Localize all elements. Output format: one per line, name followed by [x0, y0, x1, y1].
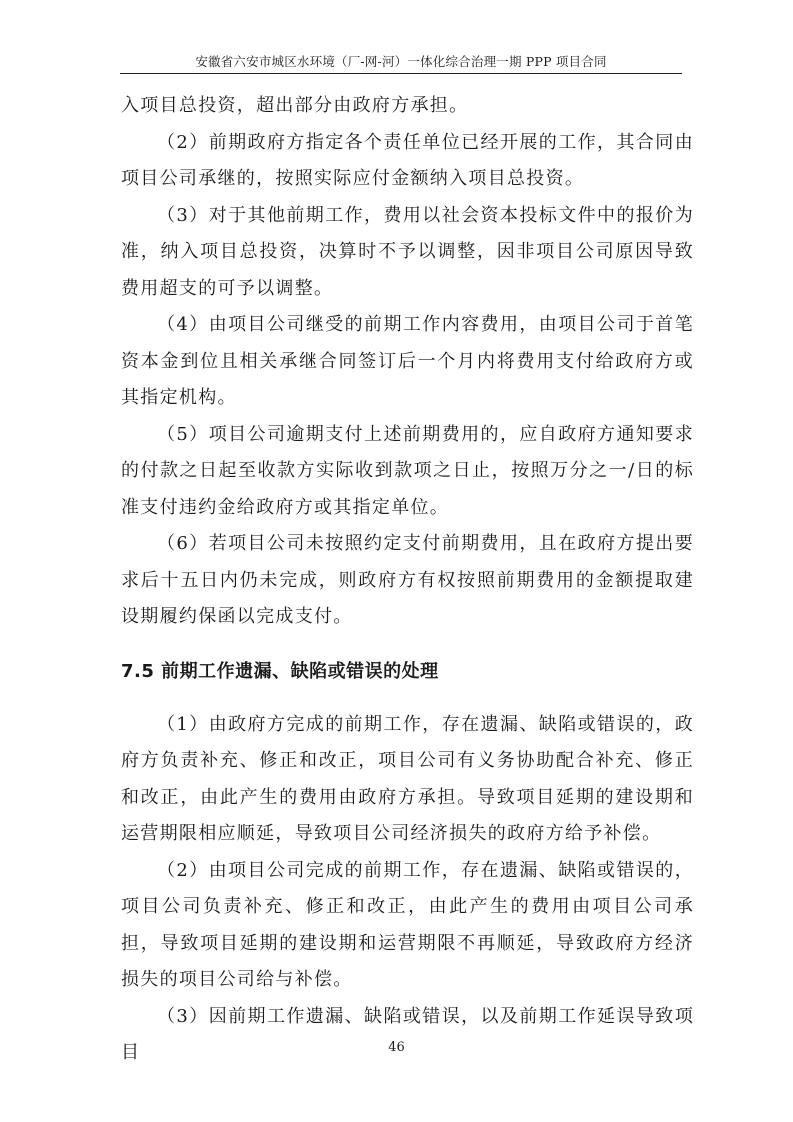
paragraph-item-3: （3）对于其他前期工作，费用以社会资本投标文件中的报价为准，纳入项目总投资，决算时不予以调整，因非项目公司原因导致费用超支的可予以调整。 [121, 204, 694, 299]
paragraph-item-5: （5）项目公司逾期支付上述前期费用的，应自政府方通知要求的付款之日起至收款方实际收到款项之日止，按照万分之一/日的标准支付违约金给政府方或其指定单位。 [121, 423, 694, 518]
page-number: 46 [388, 1040, 405, 1055]
page-header-title: 安徽省六安市城区水环境（厂-网-河）一体化综合治理一期 PPP 项目合同 [195, 54, 607, 69]
paragraph-7-5-item-2: （2）由项目公司完成的前期工作，存在遗漏、缺陷或错误的，项目公司负责补充、修正和改正，由此产生的费用由项目公司承担，导致项目延期的建设期和运营期限不再顺延，导致政府方经济损失的项目公司给与补偿。 [121, 859, 694, 990]
paragraph-item-2: （2）前期政府方指定各个责任单位已经开展的工作，其合同由项目公司承继的，按照实际应付金额纳入项目总投资。 [121, 131, 694, 189]
paragraph-continuation: 入项目总投资，超出部分由政府方承担。 [121, 95, 469, 116]
paragraph-item-6: （6）若项目公司未按照约定支付前期费用，且在政府方提出要求后十五日内仍未完成，则政府方有权按照前期费用的金额提取建设期履约保函以完成支付。 [121, 533, 694, 627]
section-heading-7-5: 7.5 前期工作遗漏、缺陷或错误的处理 [121, 660, 439, 682]
paragraph-item-4: （4）由项目公司继受的前期工作内容费用，由项目公司于首笔资本金到位且相关承继合同签订后一个月内将费用支付给政府方或其指定机构。 [121, 314, 694, 408]
paragraph-7-5-item-1: （1）由政府方完成的前期工作，存在遗漏、缺陷或错误的，政府方负责补充、修正和改正，项目公司有义务协助配合补充、修正和改正，由此产生的费用由政府方承担。导致项目延期的建设期和运营期限相应顺延，导致项目公司经济损失的政府方给予补偿。 [121, 713, 694, 844]
header-divider [120, 73, 682, 74]
document-body [121, 88, 694, 1072]
paragraph-7-5-item-3: （3）因前期工作遗漏、缺陷或错误，以及前期工作延误导致项目 [121, 1005, 694, 1063]
